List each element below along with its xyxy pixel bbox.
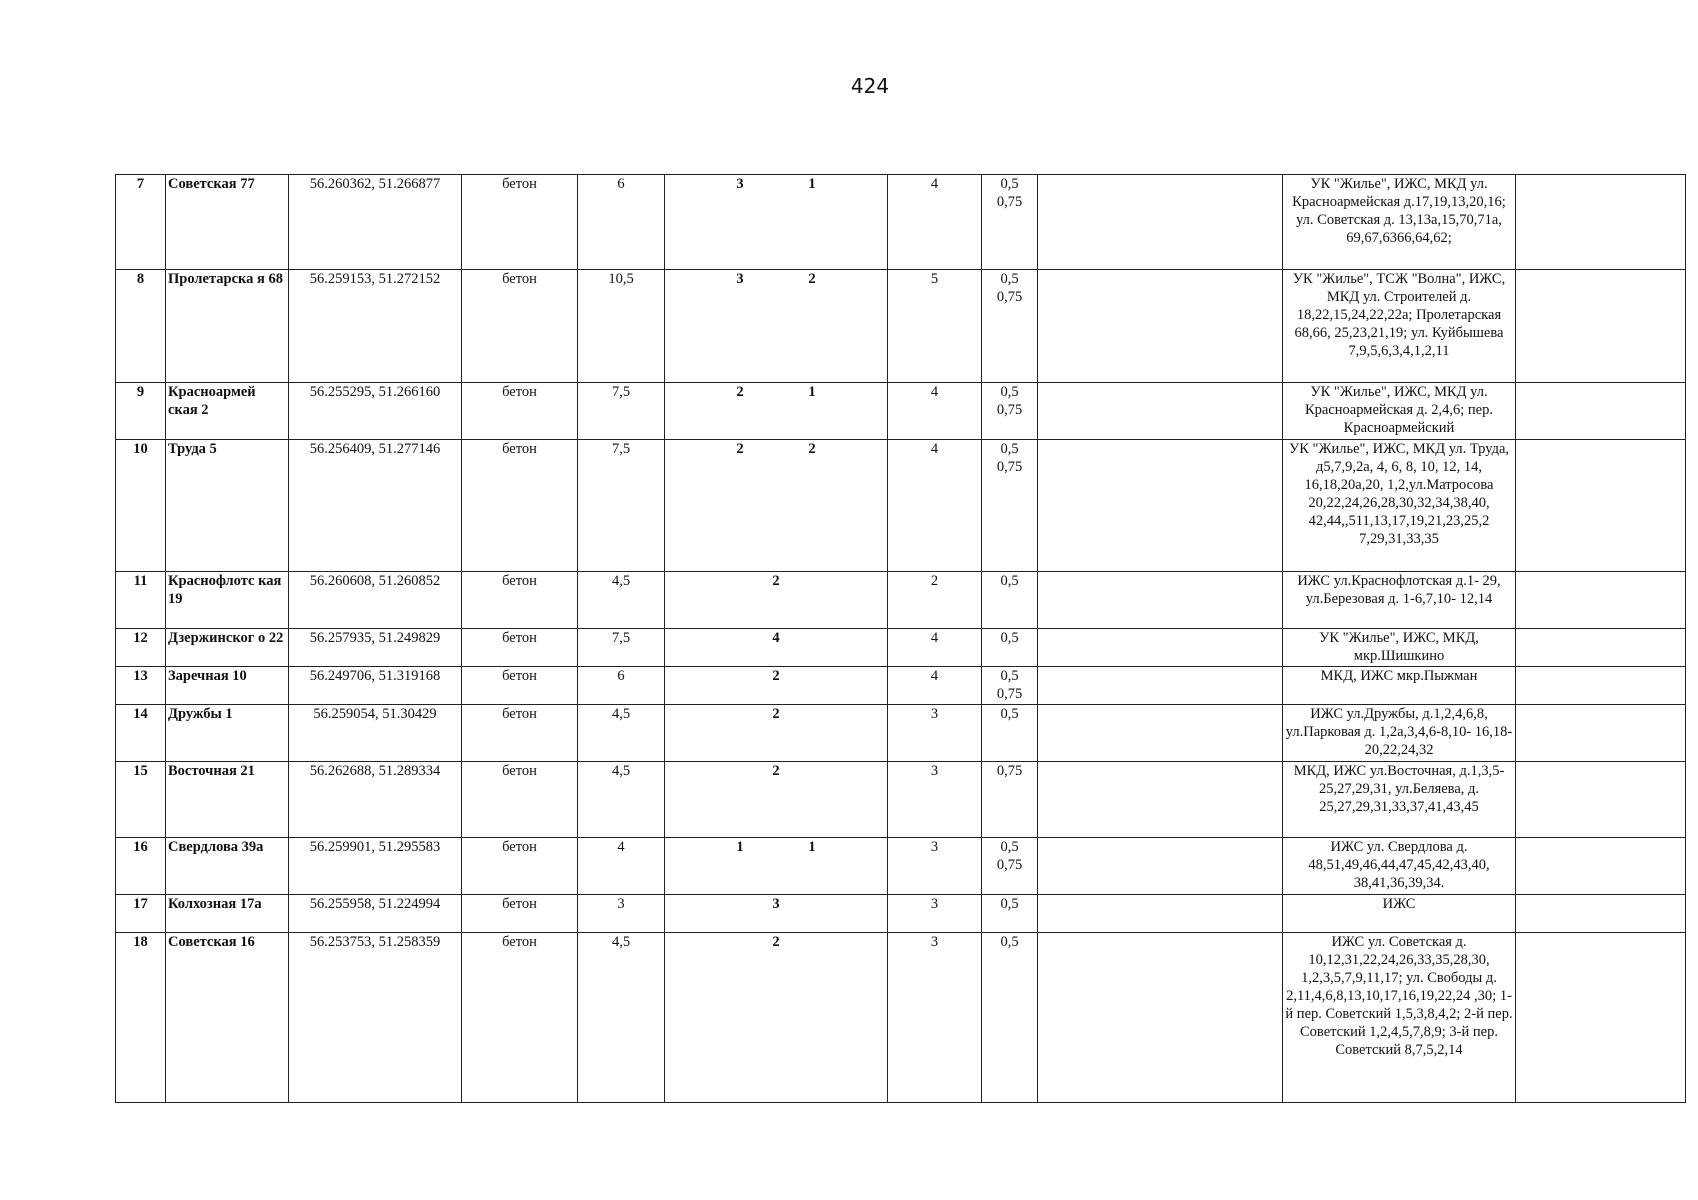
- surface-type: бетон: [462, 383, 578, 440]
- total-containers: 3: [888, 762, 982, 838]
- total-containers: 2: [888, 572, 982, 629]
- row-number: 11: [116, 572, 166, 629]
- container-count: 2: [665, 572, 888, 629]
- table-row: [116, 933, 1686, 1103]
- served-objects: УК "Жилье", ИЖС, МКД ул. Труда, д5,7,9,2а, 4, 6, 8, 10, 12, 14, 16,18,20а,20, 1,2,ул.Матросова 20,22,24,26,28,30,32,34,38,40, 42,44,,511,13,17,19,21,23,25,2 7,29,31,33,35: [1283, 440, 1516, 572]
- coordinates: 56.255958, 51.224994: [289, 895, 462, 933]
- site-area: 7,5: [578, 383, 665, 440]
- blank-cell: [1038, 629, 1283, 667]
- total-containers: 3: [888, 895, 982, 933]
- table-row: [116, 895, 1686, 933]
- address: Свердлова 39а: [166, 838, 289, 895]
- empty-cell: [1516, 572, 1686, 629]
- served-objects: ИЖС ул. Свердлова д. 48,51,49,46,44,47,45,42,43,40, 38,41,36,39,34.: [1283, 838, 1516, 895]
- address: Труда 5: [166, 440, 289, 572]
- row-number: 12: [116, 629, 166, 667]
- blank-cell: [1038, 270, 1283, 383]
- served-objects: ИЖС ул.Дружбы, д.1,2,4,6,8, ул.Парковая д. 1,2а,3,4,6-8,10- 16,18-20,22,24,32: [1283, 705, 1516, 762]
- blank-cell: [1038, 895, 1283, 933]
- surface-type: бетон: [462, 933, 578, 1103]
- container-volume: 0,5 0,75: [982, 440, 1038, 572]
- container-volume: 0,5 0,75: [982, 175, 1038, 270]
- container-count-type-2: 1: [808, 839, 816, 855]
- site-area: 7,5: [578, 629, 665, 667]
- served-objects: МКД, ИЖС мкр.Пыжман: [1283, 667, 1516, 705]
- container-count-type-2: 2: [808, 271, 816, 287]
- served-objects: ИЖС ул.Краснофлотская д.1- 29, ул.Березовая д. 1-6,7,10- 12,14: [1283, 572, 1516, 629]
- row-number: 18: [116, 933, 166, 1103]
- empty-cell: [1516, 383, 1686, 440]
- row-number: 8: [116, 270, 166, 383]
- row-number: 13: [116, 667, 166, 705]
- address: Красноармей ская 2: [166, 383, 289, 440]
- coordinates: 56.260608, 51.260852: [289, 572, 462, 629]
- surface-type: бетон: [462, 895, 578, 933]
- container-sites-table: [115, 174, 1686, 1103]
- site-area: 4,5: [578, 762, 665, 838]
- coordinates: 56.253753, 51.258359: [289, 933, 462, 1103]
- site-area: 10,5: [578, 270, 665, 383]
- address: Дружбы 1: [166, 705, 289, 762]
- surface-type: бетон: [462, 629, 578, 667]
- total-containers: 4: [888, 440, 982, 572]
- address: Краснофлотс кая 19: [166, 572, 289, 629]
- container-volume: 0,5: [982, 933, 1038, 1103]
- table-row: [116, 572, 1686, 629]
- container-count-type-1: 3: [736, 271, 744, 287]
- row-number: 17: [116, 895, 166, 933]
- site-area: 6: [578, 667, 665, 705]
- served-objects: УК "Жилье", ИЖС, МКД ул. Красноармейская д. 2,4,6; пер. Красноармейский: [1283, 383, 1516, 440]
- container-count-type-1: 2: [736, 384, 744, 400]
- served-objects: УК "Жилье", ТСЖ "Волна", ИЖС, МКД ул. Строителей д. 18,22,15,24,22,22а; Пролетарская 68,66, 25,23,21,19; ул. Куйбышева 7,9,5,6,3,4,1,2,11: [1283, 270, 1516, 383]
- table-row: [116, 838, 1686, 895]
- container-count-type-1: 1: [736, 839, 744, 855]
- table-row: [116, 383, 1686, 440]
- surface-type: бетон: [462, 667, 578, 705]
- total-containers: 4: [888, 383, 982, 440]
- surface-type: бетон: [462, 270, 578, 383]
- container-count-type-2: 1: [808, 176, 816, 192]
- blank-cell: [1038, 175, 1283, 270]
- table-body: [116, 175, 1686, 1103]
- container-volume: 0,5: [982, 629, 1038, 667]
- surface-type: бетон: [462, 175, 578, 270]
- coordinates: 56.249706, 51.319168: [289, 667, 462, 705]
- coordinates: 56.257935, 51.249829: [289, 629, 462, 667]
- container-count-type-1: 2: [736, 441, 744, 457]
- surface-type: бетон: [462, 440, 578, 572]
- blank-cell: [1038, 440, 1283, 572]
- blank-cell: [1038, 667, 1283, 705]
- table-row: [116, 762, 1686, 838]
- coordinates: 56.256409, 51.277146: [289, 440, 462, 572]
- site-area: 4: [578, 838, 665, 895]
- total-containers: 3: [888, 705, 982, 762]
- site-area: 3: [578, 895, 665, 933]
- row-number: 14: [116, 705, 166, 762]
- blank-cell: [1038, 933, 1283, 1103]
- address: Дзержинског о 22: [166, 629, 289, 667]
- container-volume: 0,5 0,75: [982, 667, 1038, 705]
- table-row: [116, 440, 1686, 572]
- row-number: 15: [116, 762, 166, 838]
- served-objects: ИЖС ул. Советская д. 10,12,31,22,24,26,33,35,28,30, 1,2,3,5,7,9,11,17; ул. Свободы д. 2,11,4,6,8,13,10,17,16,19,22,24 ,30; 1-й пер. Советский 1,5,3,8,4,2; 2-й пер. Советский 1,2,4,5,7,8,9; 3-й пер. Советский 8,7,5,2,14: [1283, 933, 1516, 1103]
- coordinates: 56.259901, 51.295583: [289, 838, 462, 895]
- empty-cell: [1516, 440, 1686, 572]
- total-containers: 3: [888, 933, 982, 1103]
- row-number: 16: [116, 838, 166, 895]
- coordinates: 56.259153, 51.272152: [289, 270, 462, 383]
- container-volume: 0,5: [982, 895, 1038, 933]
- container-count: [665, 383, 888, 440]
- served-objects: УК "Жилье", ИЖС, МКД, мкр.Шишкино: [1283, 629, 1516, 667]
- empty-cell: [1516, 175, 1686, 270]
- surface-type: бетон: [462, 838, 578, 895]
- served-objects: МКД, ИЖС ул.Восточная, д.1,3,5-25,27,29,31, ул.Беляева, д. 25,27,29,31,33,37,41,43,45: [1283, 762, 1516, 838]
- surface-type: бетон: [462, 705, 578, 762]
- container-count-type-1: 3: [736, 176, 744, 192]
- container-volume: 0,5 0,75: [982, 838, 1038, 895]
- container-volume: 0,5: [982, 572, 1038, 629]
- table-row: [116, 629, 1686, 667]
- address: Советская 16: [166, 933, 289, 1103]
- page-number: 424: [850, 74, 890, 98]
- empty-cell: [1516, 667, 1686, 705]
- served-objects: УК "Жилье", ИЖС, МКД ул. Красноармейская д.17,19,13,20,16; ул. Советская д. 13,13а,15,70,71а, 69,67,6366,64,62;: [1283, 175, 1516, 270]
- table-row: [116, 175, 1686, 270]
- container-count: [665, 270, 888, 383]
- empty-cell: [1516, 838, 1686, 895]
- container-count: [665, 838, 888, 895]
- site-area: 7,5: [578, 440, 665, 572]
- empty-cell: [1516, 762, 1686, 838]
- coordinates: 56.260362, 51.266877: [289, 175, 462, 270]
- container-count: 4: [665, 629, 888, 667]
- site-area: 4,5: [578, 705, 665, 762]
- container-count: [665, 440, 888, 572]
- container-volume: 0,5: [982, 705, 1038, 762]
- table-row: [116, 270, 1686, 383]
- coordinates: 56.259054, 51.30429: [289, 705, 462, 762]
- container-volume: 0,5 0,75: [982, 270, 1038, 383]
- surface-type: бетон: [462, 762, 578, 838]
- container-count: 2: [665, 762, 888, 838]
- container-count-type-2: 2: [808, 441, 816, 457]
- blank-cell: [1038, 705, 1283, 762]
- total-containers: 5: [888, 270, 982, 383]
- address: Восточная 21: [166, 762, 289, 838]
- container-count: 2: [665, 667, 888, 705]
- row-number: 7: [116, 175, 166, 270]
- served-objects: ИЖС: [1283, 895, 1516, 933]
- empty-cell: [1516, 933, 1686, 1103]
- container-count: 2: [665, 705, 888, 762]
- address: Советская 77: [166, 175, 289, 270]
- empty-cell: [1516, 705, 1686, 762]
- coordinates: 56.255295, 51.266160: [289, 383, 462, 440]
- empty-cell: [1516, 270, 1686, 383]
- address: Пролетарска я 68: [166, 270, 289, 383]
- table-row: [116, 667, 1686, 705]
- empty-cell: [1516, 895, 1686, 933]
- row-number: 9: [116, 383, 166, 440]
- container-count: 2: [665, 933, 888, 1103]
- blank-cell: [1038, 572, 1283, 629]
- empty-cell: [1516, 629, 1686, 667]
- container-count: [665, 175, 888, 270]
- blank-cell: [1038, 762, 1283, 838]
- container-count: 3: [665, 895, 888, 933]
- site-area: 4,5: [578, 933, 665, 1103]
- site-area: 4,5: [578, 572, 665, 629]
- surface-type: бетон: [462, 572, 578, 629]
- row-number: 10: [116, 440, 166, 572]
- total-containers: 4: [888, 629, 982, 667]
- total-containers: 3: [888, 838, 982, 895]
- coordinates: 56.262688, 51.289334: [289, 762, 462, 838]
- total-containers: 4: [888, 667, 982, 705]
- blank-cell: [1038, 383, 1283, 440]
- address: Заречная 10: [166, 667, 289, 705]
- address: Колхозная 17а: [166, 895, 289, 933]
- container-volume: 0,5 0,75: [982, 383, 1038, 440]
- site-area: 6: [578, 175, 665, 270]
- total-containers: 4: [888, 175, 982, 270]
- container-count-type-2: 1: [808, 384, 816, 400]
- table-row: [116, 705, 1686, 762]
- blank-cell: [1038, 838, 1283, 895]
- container-volume: 0,75: [982, 762, 1038, 838]
